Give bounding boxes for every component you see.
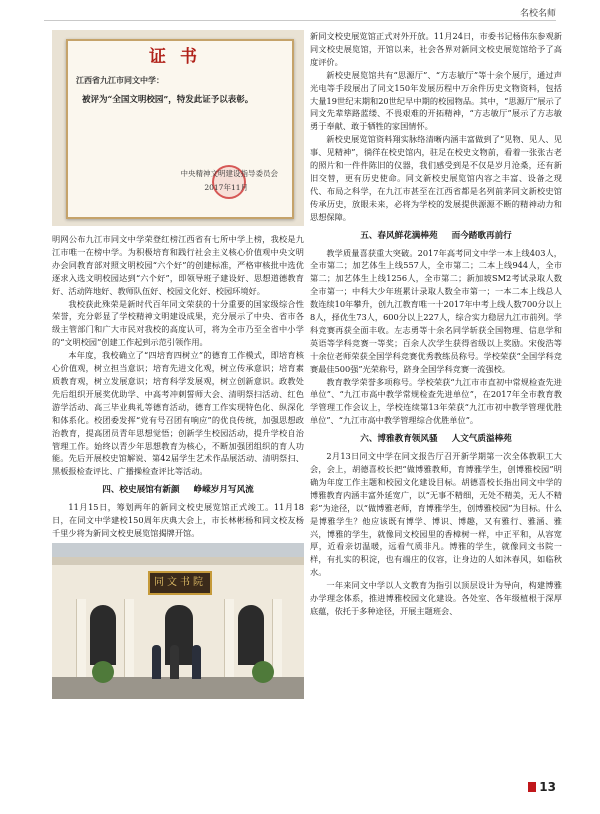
section-subtitle: 而今踏歌再前行: [451, 230, 512, 241]
section-heading-6: [310, 433, 562, 446]
body-paragraph: 新校史展览馆共有“思源厅”、“方志敏厅”等十余个展厅，通过声光电等手段展出了同文150年发展历程中万余件历史文物资料，包括大量19世纪末期和20世纪早中期的校园物品。其中，“思源厅”展示了同文先辈筚路蓝缕、不畏艰难的开拓精神，“方志敏厅”展示了方志敏勇于奉献、敢于牺牲的家国情怀。: [310, 69, 562, 132]
body-paragraph: 教学质量喜获重大突破。2017年高考同文中学一本上线403人，全市第二；加艺体生上线557人，全市第二；二本上线944人，全市第二；加艺体生上线1256人，全市第二；新加坡SM2考试录取人数全市第一；中科大少年班累计录取人数全市第一；一本二本上线总人数连续10年攀升，创九江教育唯一十2017年中考上线人数700分以上8人，择优生73人，600分以上227人，综合实力稳居九江市前列。学科竞赛再获全面丰收。左志勇等十余名同学斩获全国物理、信息学和英语等学科竞赛一等奖；百余人次学生获得省级以上奖励。宋俊浩等十余位老师荣获全国学科竞赛优秀教练员称号。学校荣获“全国学科竞赛最佳500强”光荣称号，跻身全国学科竞赛一流强校。: [310, 247, 562, 374]
body-paragraph: 教育教学荣誉多项称号。学校荣获“九江市市直初中常规检查先进单位”、“九江市高中教学常规检查先进单位”，在2017年全市教育教学管理工作会议上，学校连续第13年荣获“九江市初中教学管理优胜单位”、“九江市高中教学管理综合优胜单位”。: [310, 376, 562, 426]
photo-person: [152, 645, 161, 679]
body-paragraph: 明网公布九江市同文中学荣登红榜江西省有七所中学上榜，我校是九江市唯一在榜中学。为积极培育和践行社会主义核心价值观中央文明办会同教育部对照文明校园“六个好”的创建标准，严格审核批中选优逐求入选文明校园达到“六个好”，即领导班子建设好、思想道德教育好、活动阵地好、教师队伍好、校园文化好、校园环境好。: [52, 234, 304, 296]
body-paragraph: 2月13日同文中学在同文报告厅召开新学期第一次全体教职工大会，会上，胡德喜校长把“做博雅教师，育博雅学生，创博雅校园”明确为年度工作主题和校园文化建设目标。胡德喜校长指出同文中学的博雅教育内涵丰富外延宽广，以“无事不精细，无处不精美，无人不精彩”为途径，以“做博雅老师，育博雅学生，创博雅校园”为目标。什么是博雅学生？他应该既有博学、博识、博趣，又有雅行、雅涵、雅兴，博雅的学生，就像同文校园里的香樟树一样，中正平和，从容宽厚，近看亲切温暖，远看气质非凡。博雅的学生，就像同文书院一样，有扎实的积淀，也有端庄的仪容，让身边的人如沐春风，如临秋水。: [310, 451, 562, 578]
page-marker-icon: [528, 782, 536, 792]
certificate-date: 2017年11月: [204, 183, 248, 193]
museum-opening-photo: [52, 543, 304, 699]
certificate-recipient: 江西省九江市同文中学：: [76, 74, 164, 85]
page-number: [528, 780, 556, 794]
section-heading-5: [310, 230, 562, 243]
page-number-text: 13: [539, 780, 556, 794]
header-rule: [44, 20, 556, 21]
photo-plant: [252, 661, 274, 683]
photo-person: [170, 645, 179, 679]
certificate-issuer: 中央精神文明建设指导委员会: [180, 169, 278, 179]
header-section-label: 名校名师: [519, 9, 556, 19]
photo-person: [192, 645, 201, 679]
body-paragraph: 我校获此殊荣是新时代百年同文荣获的十分重要的国家级综合性荣誉，充分彰显了学校精神文明建设成果，充分展示了中央、省市各级主管部门和广大市民对我校的高度认可，将为全市乃至全省中小学的“文明校园”创建工作起到示范引领作用。: [52, 298, 304, 348]
body-paragraph: 本年度，我校确立了“四培育四树立”的德育工作模式，即培育核心价值观，树立担当意识；培育先进文化观，树立传承意识；培育素质教育观，树立发展意识；培育科学发展观，树立创新意识。政教处先后组织开展奖优助学、中高考冲刺誓师大会、清明祭扫活动、红色游学活动、高三毕业典礼等德育活动，德育工作实现特色化、纵深化和体系化。校团委发挥“党有号召团有响应”的优良传统，加强思想政治教育，提高团员青年思想觉悟；创新学生校园活动，提升学校自治管理工作。始终以青少年思想教育为核心，不断加强团组织的育人功能。先后开展校史馆解说、第42届学生艺术作品展活动、清明祭扫、黑板报检查评比、广播操检查评比等活动。: [52, 350, 304, 477]
photo-pillar: [272, 599, 282, 679]
photo-pillar: [224, 599, 234, 679]
photo-arch: [90, 605, 116, 665]
section-subtitle: 人文气质溢棒苑: [451, 434, 512, 445]
certificate-body: 被评为“全国文明校园”，特发此证予以表彰。: [82, 94, 254, 105]
photo-cornice: [52, 557, 304, 565]
body-paragraph: 新同文校史展览馆正式对外开放。11月24日，市委书记杨伟东参观新同文校史展览馆，开馆以来，社会各界对新同文校史展览馆给予了高度评价。: [310, 31, 562, 67]
certificate-paper: [66, 39, 294, 219]
photo-pillar: [124, 599, 134, 679]
certificate-photo: [52, 30, 304, 226]
certificate-title: 证书: [149, 47, 211, 67]
body-paragraph: 一年来同文中学以人文教育为指引以顶层设计为导向，构建博雅办学理念体系，推进博雅校园文化建设。各处室、各年级植根于深厚底蕴，依托于多种途径，开展主题班会、: [310, 580, 562, 616]
building-plaque: 同文书院: [148, 571, 212, 595]
photo-pillar: [76, 599, 86, 679]
body-paragraph: 新校史展览馆资料翔实脉络清晰内涵丰富做到了“见物、见人、见事、见精神”，徜徉在校史馆内，驻足在校史文物前，看着一张张古老的照片和一件件陈旧的仪器，我们感受到是不仅是岁月沧桑，还有新旧交替，更有历史使命。同文新校史展览馆内容之丰富、设备之现代、布局之科学，在九江市甚至在江西省都是名列前茅同文新校史馆传承历史，放眼未来，必将为学校的发展提供源源不断的精神动力和思想保障。: [310, 134, 562, 222]
section-heading-4: [52, 484, 304, 497]
right-column: [310, 30, 562, 790]
left-column: [52, 30, 304, 765]
section-title: 六、博雅教育领风骚: [360, 434, 438, 445]
section-subtitle: 峥嵘岁月写风流: [193, 485, 254, 496]
photo-plant: [92, 661, 114, 683]
section-title: 五、春风鲜花满棒苑: [360, 230, 438, 241]
section-title: 四、校史展馆有新颜: [102, 485, 180, 496]
photo-arch: [238, 605, 264, 665]
body-paragraph: 11月15日，筹划两年的新同文校史展览馆正式竣工。11月18日，在同文中学建校150周年庆典大会上，市长林彬杨和同文校友杨千里少将为新同文校史展览馆揭牌开馆。: [52, 502, 304, 538]
